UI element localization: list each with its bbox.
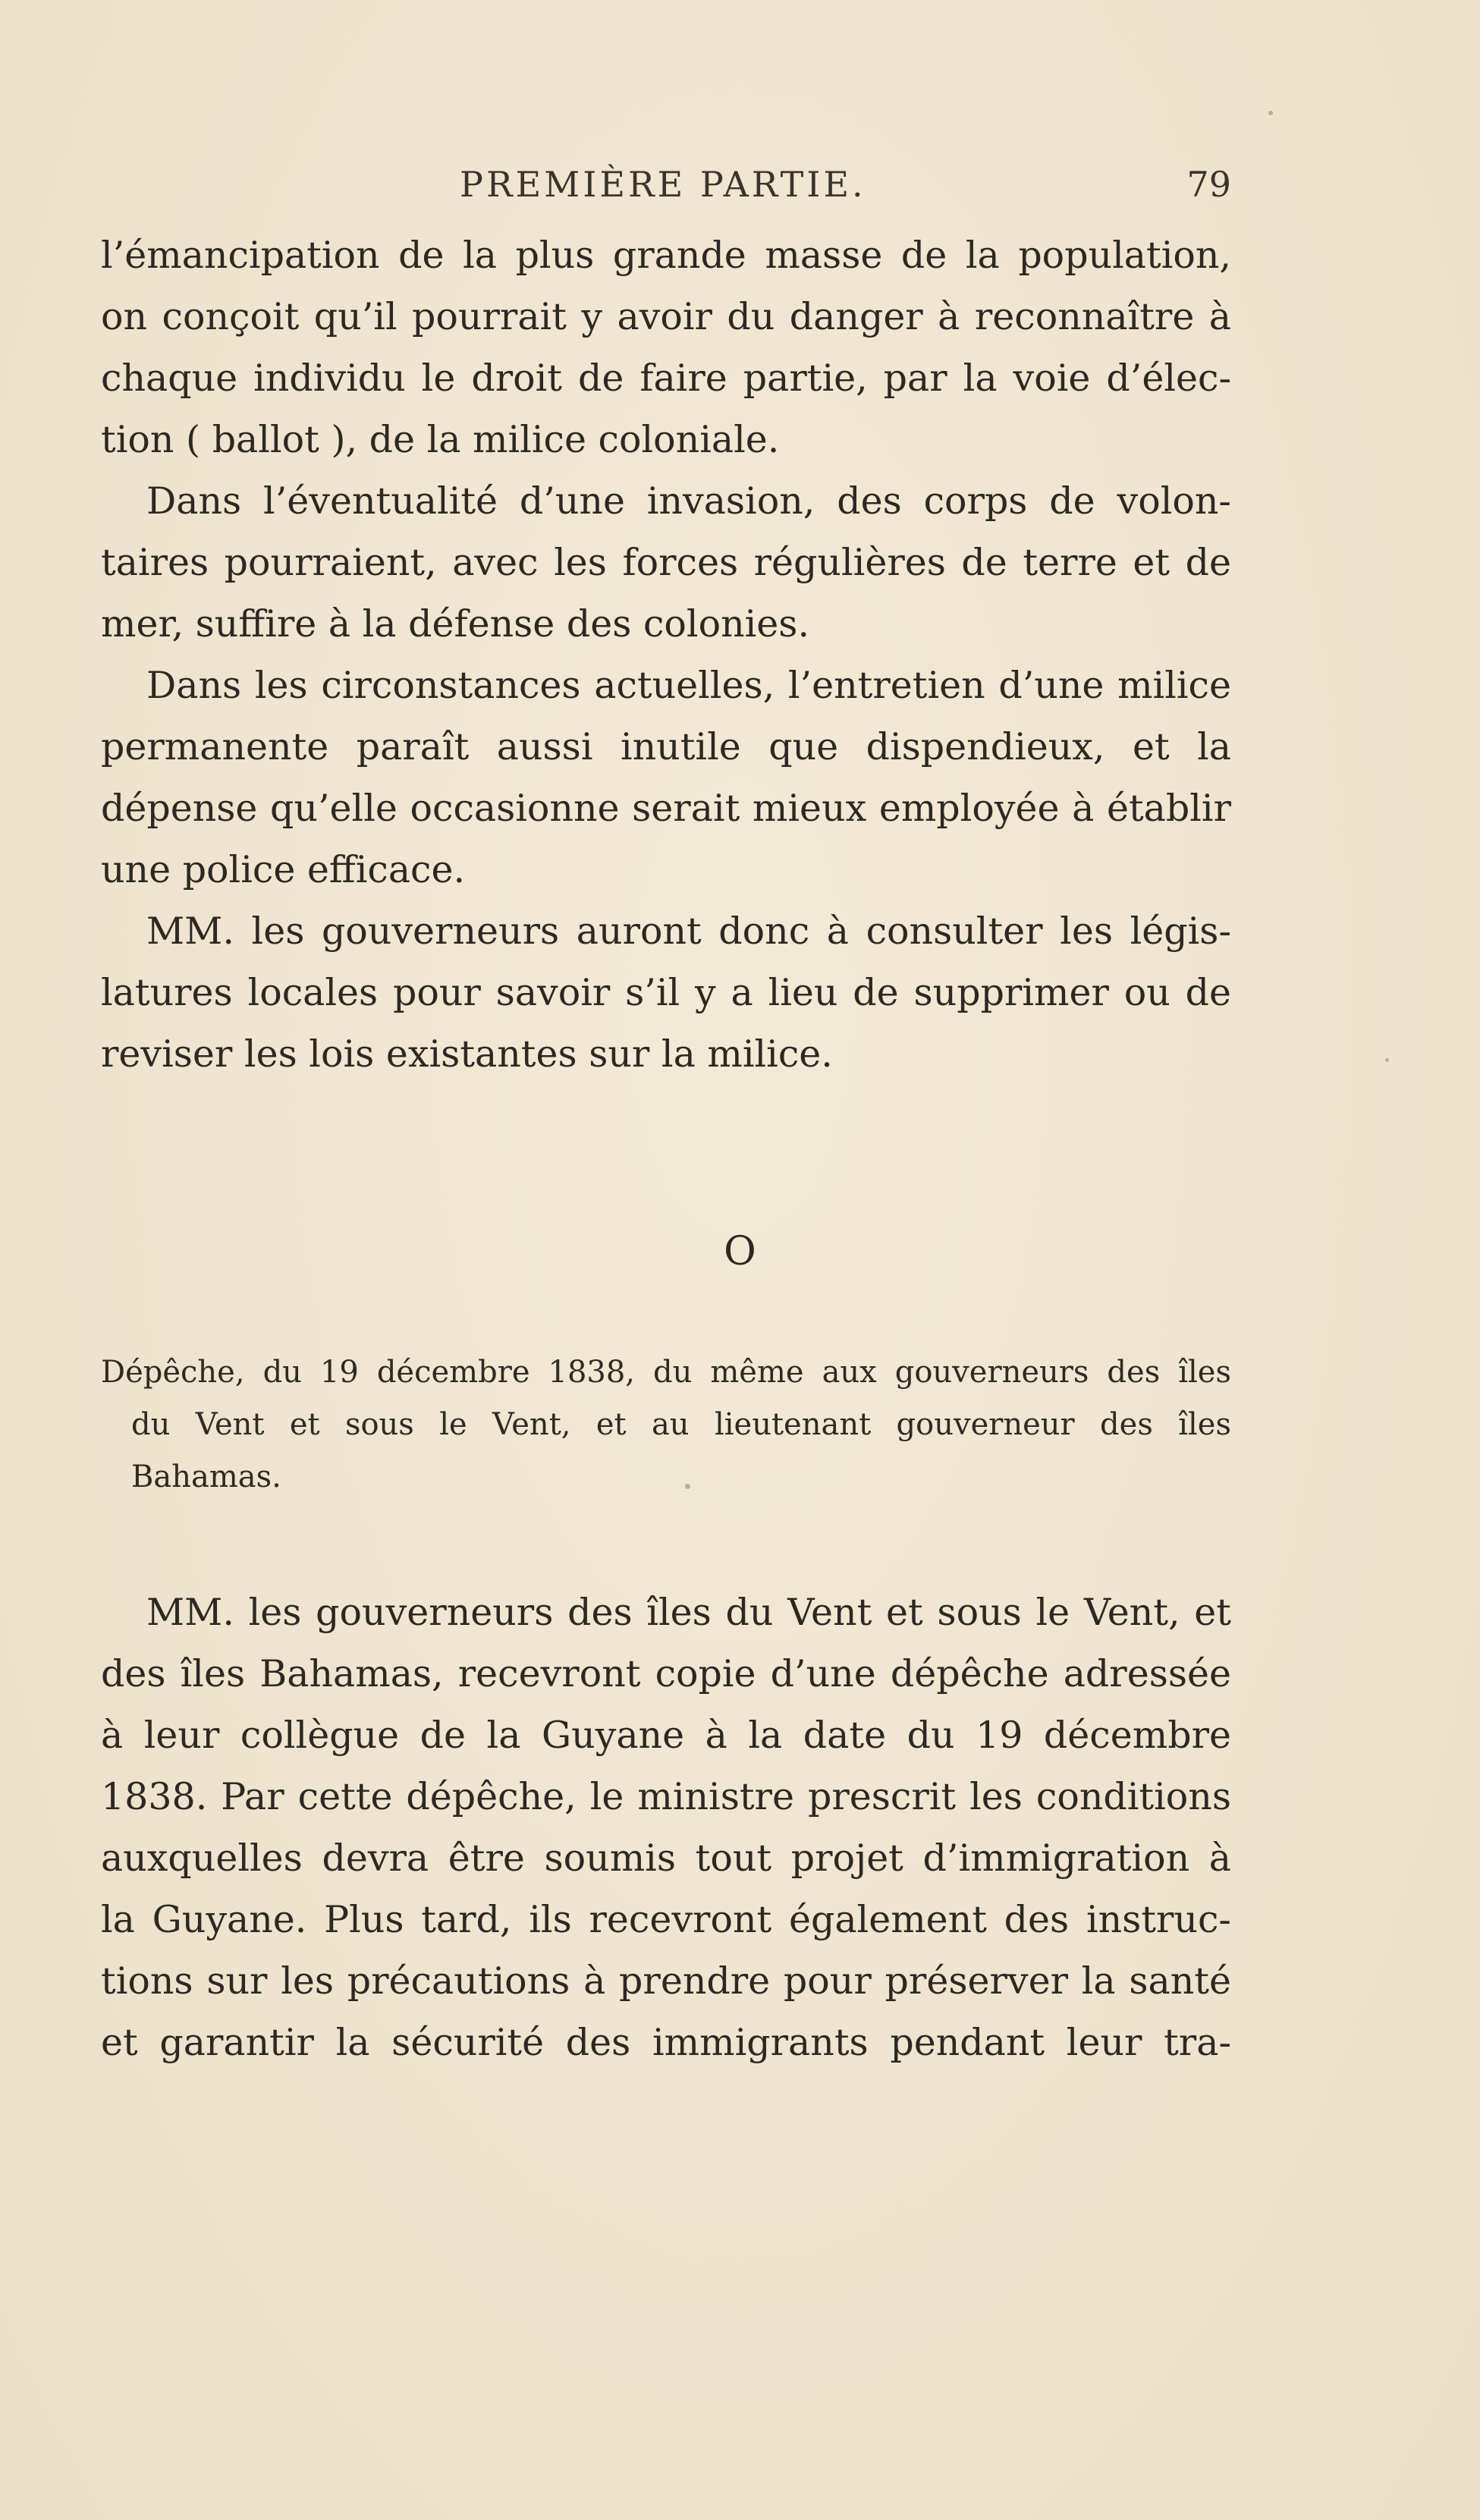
- text-line: et garantir la sécurité des immigrants pendant leur tra-: [101, 2021, 1231, 2064]
- paper-speck: [685, 1484, 690, 1489]
- text-line: reviser les lois existantes sur la milice.: [101, 1032, 833, 1076]
- paragraph: [101, 1582, 1231, 2073]
- text-line: chaque individu le droit de faire partie, par la voie d’élec-: [101, 357, 1231, 400]
- text-line: mer, suffire à la défense des colonies.: [101, 602, 810, 646]
- dispatch-heading: [101, 1346, 1231, 1504]
- text-line: permanente paraît aussi inutile que dispendieux, et la: [101, 725, 1231, 768]
- running-head: PREMIÈRE PARTIE.: [460, 164, 866, 205]
- text-line: Dans l’éventualité d’une invasion, des corps de volon-: [146, 479, 1231, 523]
- section-letter: O: [724, 1229, 756, 1274]
- text-line: Dépêche, du 19 décembre 1838, du même aux gouverneurs des îles: [101, 1355, 1231, 1390]
- text-line: Bahamas.: [131, 1460, 281, 1494]
- page-header: [101, 159, 1231, 212]
- text-line: 1838. Par cette dépêche, le ministre prescrit les conditions: [101, 1775, 1231, 1818]
- text-line: des îles Bahamas, recevront copie d’une dépêche adressée: [101, 1652, 1231, 1695]
- text-line: une police efficace.: [101, 848, 466, 891]
- page-number: 79: [1186, 164, 1231, 205]
- body-text-bottom: [101, 1582, 1231, 2073]
- text-line: taires pourraient, avec les forces régulières de terre et de: [101, 541, 1231, 584]
- text-line: MM. les gouverneurs des îles du Vent et sous le Vent, et: [146, 1591, 1231, 1634]
- text-line: latures locales pour savoir s’il y a lieu de supprimer ou de: [101, 971, 1231, 1014]
- paragraph: [101, 470, 1231, 655]
- text-line: à leur collègue de la Guyane à la date du 19 décembre: [101, 1714, 1231, 1757]
- paragraph: [101, 225, 1231, 470]
- paragraph: [101, 655, 1231, 900]
- paper-speck: [1268, 111, 1273, 115]
- text-line: du Vent et sous le Vent, et au lieutenant gouverneur des îles: [131, 1407, 1231, 1442]
- text-line: tions sur les précautions à prendre pour préserver la santé: [101, 1959, 1231, 2003]
- text-line: tion ( ballot ), de la milice coloniale.: [101, 418, 780, 461]
- text-line: auxquelles devra être soumis tout projet d’immigration à: [101, 1837, 1231, 1880]
- text-line: MM. les gouverneurs auront donc à consulter les légis-: [146, 910, 1231, 953]
- text-line: Dans les circonstances actuelles, l’entretien d’une milice: [146, 664, 1231, 707]
- text-line: l’émancipation de la plus grande masse de la population,: [101, 234, 1231, 277]
- paragraph: [101, 900, 1231, 1085]
- body-text-top: [101, 225, 1231, 1085]
- paper-speck: [1385, 1058, 1389, 1062]
- text-line: on conçoit qu’il pourrait y avoir du danger à reconnaître à: [101, 295, 1231, 338]
- text-line: dépense qu’elle occasionne serait mieux employée à établir: [101, 787, 1231, 830]
- text-line: la Guyane. Plus tard, ils recevront également des instruc-: [101, 1898, 1231, 1941]
